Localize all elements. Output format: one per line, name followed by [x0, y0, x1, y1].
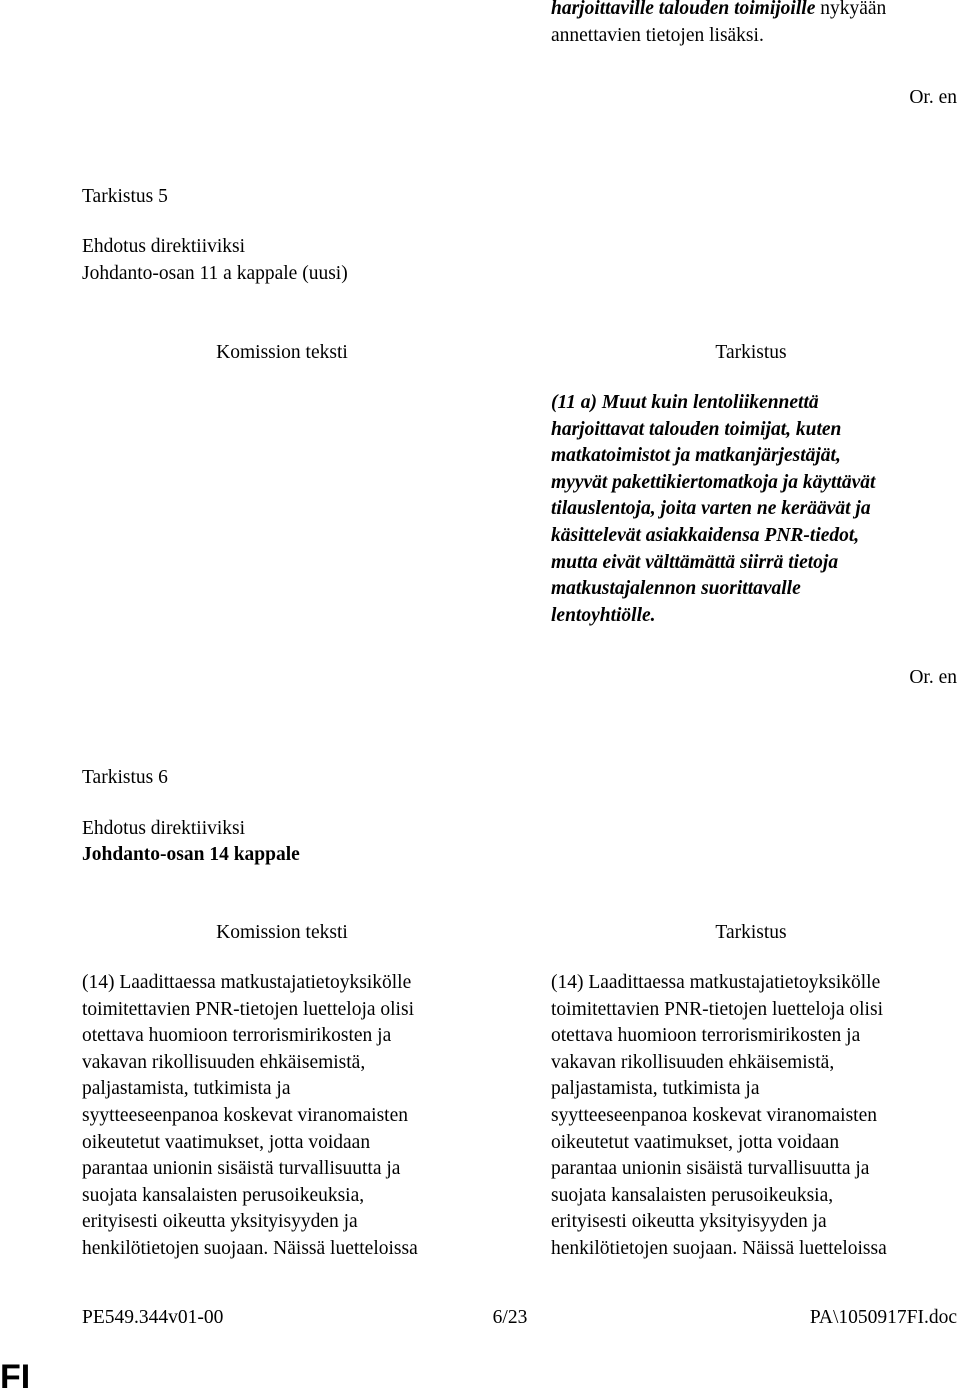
intro-line-2: annettavien tietojen lisäksi. [551, 24, 764, 46]
amendment-text-line: paljastamista, tutkimista ja [551, 1078, 760, 1100]
amendment-text-line: syytteeseenpanoa koskevat viranomaisten [551, 1104, 877, 1126]
commission-text-line: parantaa unionin sisäistä turvallisuutta ja [82, 1158, 401, 1180]
amendment-text-line: henkilötietojen suojaan. Näissä luetteloissa [551, 1237, 887, 1259]
amendment-text-line: toimitettavien PNR-tietojen luetteloja olisi [551, 998, 883, 1020]
amendment-5-line: tilauslentoja, joita varten ne keräävät ja [551, 498, 871, 520]
amendment-text-line: (14) Laadittaessa matkustajatietoyksikölle [551, 972, 881, 993]
amendment-5-line: lentoyhtiölle. [551, 604, 656, 626]
amendment-text-line: suojata kansalaisten perusoikeuksia, [551, 1184, 834, 1206]
amendment-5-line: matkustajalennon suorittavalle [551, 578, 801, 600]
commission-text-line: suojata kansalaisten perusoikeuksia, [82, 1184, 365, 1206]
footer-file-reference: PA\1050917FI.doc [809, 1307, 957, 1328]
amendment-5-reference: Johdanto-osan 11 a kappale (uusi) [82, 263, 348, 284]
commission-text-line: oikeutetut vaatimukset, jotta voidaan [82, 1131, 371, 1153]
amendment-text-line: parantaa unionin sisäistä turvallisuutta ja [551, 1158, 870, 1180]
amendment-text-line: oikeutetut vaatimukset, jotta voidaan [551, 1131, 840, 1153]
commission-text-line: toimitettavien PNR-tietojen luetteloja olisi [82, 998, 414, 1020]
original-language-note: Or. en [909, 667, 957, 688]
amendment-5-line: matkatoimistot ja matkanjärjestäjät, [551, 445, 841, 467]
amendment-text-line: otettava huomioon terrorismirikosten ja [551, 1025, 861, 1047]
amendment-6-commission-text [82, 970, 482, 1263]
amendment-5-line: harjoittavat talouden toimijat, kuten [551, 418, 842, 440]
amendment-5-proposal: Ehdotus direktiiviksi [82, 236, 246, 257]
footer-document-number: PE549.344v01-00 [82, 1307, 224, 1328]
amendment-6-proposal: Ehdotus direktiiviksi [82, 818, 246, 839]
amendment-5-line: mutta eivät välttämättä siirrä tietoja [551, 551, 839, 573]
amendment-text-line: erityisesti oikeutta yksityisyyden ja [551, 1211, 827, 1233]
footer-language-code: FI [0, 1358, 31, 1396]
amendment-5-title: Tarkistus 5 [82, 186, 168, 207]
intro-bold-phrase: harjoittaville talouden toimijoille [551, 0, 816, 19]
intro-line-1 [551, 0, 951, 23]
commission-text-line: vakavan rikollisuuden ehkäisemistä, [82, 1051, 366, 1073]
amendment-5-amendment-text [551, 390, 951, 629]
commission-text-line: paljastamista, tutkimista ja [82, 1078, 291, 1100]
amendment-6-commission-heading: Komission teksti [216, 922, 348, 943]
commission-text-line: syytteeseenpanoa koskevat viranomaisten [82, 1104, 408, 1126]
amendment-6-title: Tarkistus 6 [82, 767, 168, 788]
amendment-5-line: käsittelevät asiakkaidensa PNR-tiedot, [551, 524, 860, 546]
intro-text [551, 0, 951, 49]
amendment-5-amendment-heading: Tarkistus [715, 342, 787, 363]
original-language-note: Or. en [909, 87, 957, 108]
amendment-6-amendment-heading: Tarkistus [715, 922, 787, 943]
amendment-6-amendment-text [551, 970, 951, 1263]
commission-text-line: (14) Laadittaessa matkustajatietoyksikölle [82, 972, 412, 993]
amendment-text-line: vakavan rikollisuuden ehkäisemistä, [551, 1051, 835, 1073]
amendment-5-line: (11 a) Muut kuin lentoliikennettä [551, 392, 819, 413]
commission-text-line: erityisesti oikeutta yksityisyyden ja [82, 1211, 358, 1233]
commission-text-line: henkilötietojen suojaan. Näissä luetteloissa [82, 1237, 418, 1259]
footer-page-number: 6/23 [492, 1307, 528, 1328]
amendment-6-reference: Johdanto-osan 14 kappale [82, 844, 300, 865]
amendment-5-line: myyvät pakettikiertomatkoja ja käyttävät [551, 471, 876, 493]
amendment-5-commission-heading: Komission teksti [216, 342, 348, 363]
intro-line-1-rest: nykyään [815, 0, 887, 19]
commission-text-line: otettava huomioon terrorismirikosten ja [82, 1025, 392, 1047]
